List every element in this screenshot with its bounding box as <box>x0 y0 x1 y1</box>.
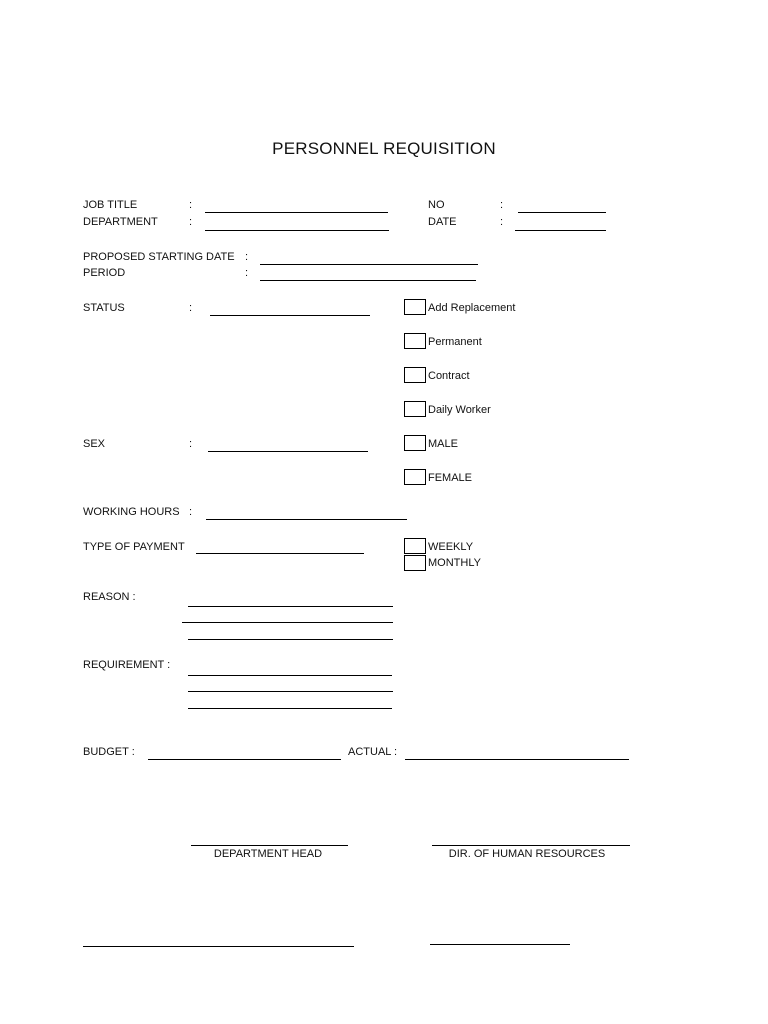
reason-line-1[interactable] <box>188 606 393 607</box>
monthly-label: MONTHLY <box>428 557 481 569</box>
male-label: MALE <box>428 438 458 450</box>
reason-line-2[interactable] <box>182 622 393 623</box>
date-label: DATE <box>428 216 457 228</box>
no-label: NO <box>428 199 445 211</box>
proposed-starting-date-field[interactable] <box>260 264 478 265</box>
page-title: PERSONNEL REQUISITION <box>272 139 496 158</box>
permanent-checkbox[interactable] <box>404 333 426 349</box>
dir-human-resources-signature-line[interactable] <box>432 845 630 846</box>
contract-checkbox[interactable] <box>404 367 426 383</box>
colon: : <box>189 438 193 450</box>
budget-label: BUDGET : <box>83 746 135 758</box>
actual-field[interactable] <box>405 759 629 760</box>
colon: : <box>500 199 504 211</box>
job-title-label: JOB TITLE <box>83 199 138 211</box>
sex-field[interactable] <box>208 451 368 452</box>
department-head-signature-line[interactable] <box>191 845 348 846</box>
weekly-checkbox[interactable] <box>404 538 426 554</box>
status-field[interactable] <box>210 315 370 316</box>
status-label: STATUS <box>83 302 125 314</box>
daily-worker-checkbox[interactable] <box>404 401 426 417</box>
type-of-payment-label: TYPE OF PAYMENT <box>83 541 185 553</box>
daily-worker-label: Daily Worker <box>428 404 491 416</box>
reason-line-3[interactable] <box>188 639 393 640</box>
requirement-label: REQUIREMENT : <box>83 659 171 671</box>
colon: : <box>189 199 193 211</box>
period-field[interactable] <box>260 280 476 281</box>
colon: : <box>245 251 249 263</box>
colon: : <box>245 267 249 279</box>
department-label: DEPARTMENT <box>83 216 158 228</box>
bottom-signature-line-left[interactable] <box>83 946 354 947</box>
working-hours-field[interactable] <box>206 519 407 520</box>
working-hours-label: WORKING HOURS <box>83 506 180 518</box>
date-field[interactable] <box>515 230 606 231</box>
requirement-line-2[interactable] <box>188 691 393 692</box>
contract-label: Contract <box>428 370 470 382</box>
colon: : <box>189 506 193 518</box>
reason-label: REASON : <box>83 591 136 603</box>
colon: : <box>189 216 193 228</box>
male-checkbox[interactable] <box>404 435 426 451</box>
department-head-label: DEPARTMENT HEAD <box>213 848 323 860</box>
colon: : <box>500 216 504 228</box>
bottom-signature-line-right[interactable] <box>430 944 570 945</box>
female-label: FEMALE <box>428 472 473 484</box>
requirement-line-1[interactable] <box>188 675 392 676</box>
job-title-field[interactable] <box>205 212 388 213</box>
dir-human-resources-label: DIR. OF HUMAN RESOURCES <box>448 848 606 860</box>
colon: : <box>189 302 193 314</box>
female-checkbox[interactable] <box>404 469 426 485</box>
requirement-line-3[interactable] <box>188 708 392 709</box>
type-of-payment-field[interactable] <box>196 553 364 554</box>
add-replacement-checkbox[interactable] <box>404 299 426 315</box>
actual-label: ACTUAL : <box>348 746 398 758</box>
no-field[interactable] <box>518 212 606 213</box>
sex-label: SEX <box>83 438 106 450</box>
period-label: PERIOD <box>83 267 126 279</box>
department-field[interactable] <box>205 230 389 231</box>
monthly-checkbox[interactable] <box>404 555 426 571</box>
add-replacement-label: Add Replacement <box>428 302 516 314</box>
budget-field[interactable] <box>148 759 341 760</box>
proposed-starting-date-label: PROPOSED STARTING DATE <box>83 251 235 263</box>
weekly-label: WEEKLY <box>428 541 474 553</box>
permanent-label: Permanent <box>428 336 482 348</box>
